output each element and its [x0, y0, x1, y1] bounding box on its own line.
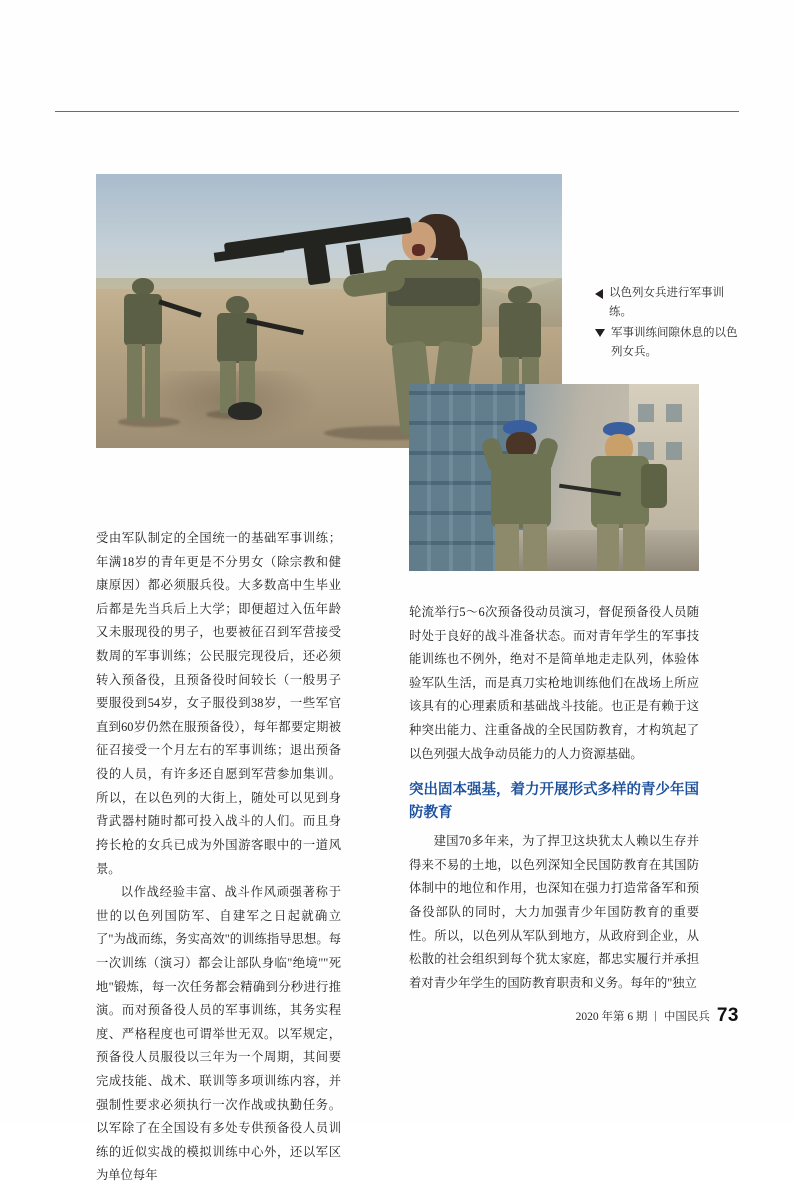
photo-soldier-legs — [597, 524, 619, 571]
photo-soldier-helmet — [508, 286, 532, 304]
paragraph: 轮流举行5～6次预备役动员演习，督促预备役人员随时处于良好的战斗准备状态。而对青年学生的军事技能训练也不例外，绝对不是简单地走走队列，体验体验军队生活，而是真刀实枪地训练他们在战场上所应该具有的心理素质和基础战斗技能。也正是有赖于这种突出能力、注重备战的全民国防教育，才构筑起了以色列强大战争动员能力的人力资源基础。 — [409, 605, 699, 761]
caption-main-text: 以色列女兵进行军事训练。 — [609, 287, 724, 318]
photo-soldier-mouth — [412, 244, 425, 256]
photo-soldier-legs — [523, 524, 547, 571]
photo-soldier-helmet — [132, 278, 154, 295]
photo-window — [638, 404, 655, 422]
body-right-column — [409, 601, 699, 995]
paragraph: 以作战经验丰富、战斗作风顽强著称于世的以色列国防军、自建军之日起就确立了"为战而练，务实高效"的训练指导思想。每一次训练（演习）都会让部队身临"绝境""死地"锻炼，每一次任务都会精确到分秒进行推演。而对预备役人员的军事训练，其务实程度、严格程度也可谓举世无双。以军规定，预备役人员服役以三年为一个周期，其间要完成技能、战术、联训等多项训练内容，并强制性要求必须执行一次作战或执勤任务。以军除了在全国设有多处专供预备役人员训练的近似实战的模拟训练中心外，还以军区为单位每年 — [96, 885, 341, 1183]
photo-soldier-legs — [623, 524, 645, 571]
paragraph: 受由军队制定的全国统一的基础军事训练；年满18岁的青年更是不分男女（除宗教和健康原因）都必须服兵役。大多数高中生毕业后都是先当兵后上大学；即便超过入伍年龄又未服现役的男子，也要被征召到军营接受数周的军事训练；公民服完现役后，还必须转入预备役，且预备役时间较长（一般男子要服役到54岁，女子服役到38岁，一些军官直到60岁仍然在服预备役），每年都要定期被征召接受一个月左右的军事训练；退出预备役的人员，有许多还自愿到军营参加集训。所以，在以色列的大街上，随处可以见到身背武器村随时都可投入战斗的人们。而且身挎长枪的女兵已成为外国游客眼中的一道风景。 — [96, 531, 341, 876]
triangle-left-icon — [595, 289, 603, 299]
page-footer — [576, 1005, 739, 1027]
photo-captions — [595, 284, 740, 362]
israeli-soldiers-resting-photo — [409, 384, 699, 571]
caption-main-row — [595, 284, 740, 322]
photo-window — [666, 404, 683, 422]
footer-separator: | — [654, 1010, 657, 1022]
section-heading: 突出固本强基，着力开展形式多样的青少年国防教育 — [409, 782, 699, 821]
caption-secondary-row — [595, 324, 740, 362]
photo-helmet-on-ground — [228, 402, 262, 420]
paragraph: 建国70多年来，为了捍卫这块犹太人赖以生存并得来不易的土地，以色列深知全民国防教育在其国防体制中的地位和作用，也深知在强力打造常备军和预备役部队的同时，大力加强青少年国防教育的重要性。所以，以色列从军队到地方，从政府到企业，从松散的社会组织到每个犹太家庭，都忠实履行并承担着对青少年学生的国防教育职责和义务。每年的"独立 — [409, 834, 699, 990]
photo-soldier-vest — [499, 303, 541, 359]
page-number: 73 — [716, 1005, 739, 1026]
photo-soldier-helmet — [226, 296, 249, 314]
photo-soldier-legs — [127, 344, 142, 420]
photo-soldier-vest — [124, 294, 162, 346]
footer-magazine-name: 中国民兵 — [663, 1011, 710, 1023]
photo-window — [666, 442, 683, 460]
caption-secondary-text: 军事训练间隙休息的以色列女兵。 — [611, 326, 738, 358]
photo-soldier-legs — [145, 344, 160, 420]
body-left-column — [96, 527, 341, 1188]
photo-soldier-legs — [495, 524, 519, 571]
header-divider-rule — [55, 111, 739, 112]
footer-issue: 2020 年第 6 期 — [575, 1011, 648, 1023]
photo-backpack — [641, 464, 667, 508]
triangle-down-icon — [595, 329, 605, 337]
